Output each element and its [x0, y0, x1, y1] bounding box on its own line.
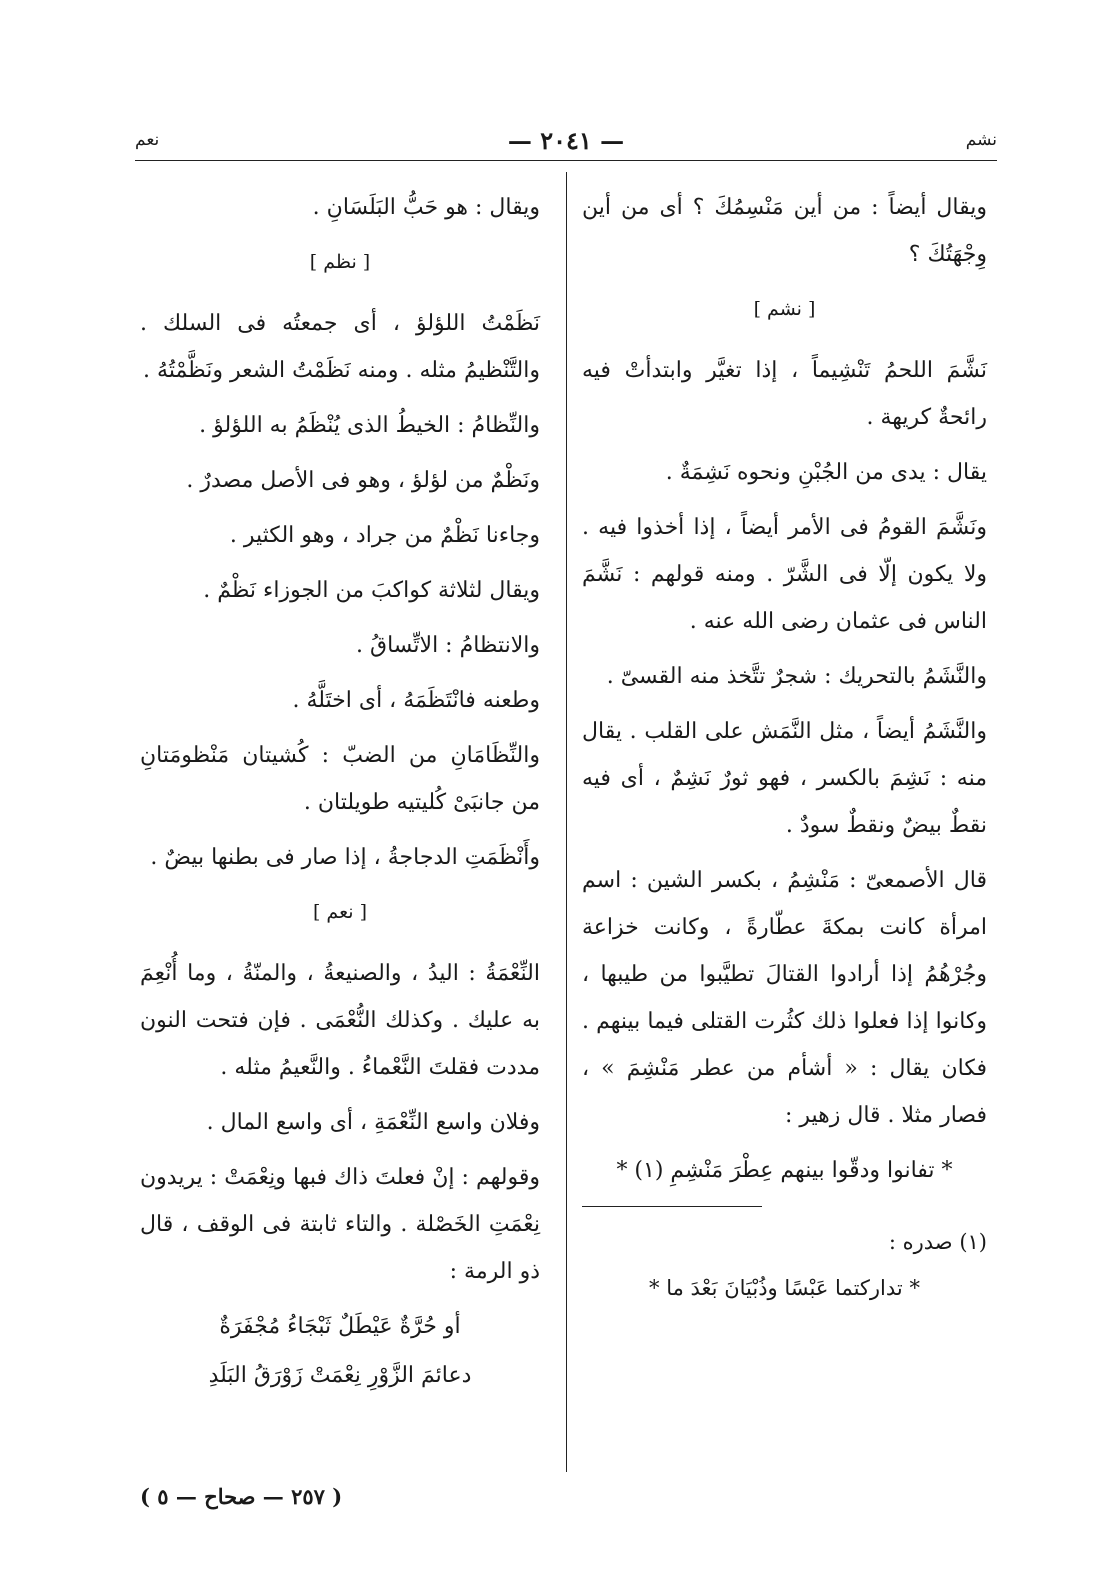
header-rule: [135, 160, 997, 161]
page-number: — ٢٠٤١ —: [507, 126, 625, 155]
left-intro: ويقال : هو حَبُّ البَلَسَانِ .: [312, 195, 540, 220]
footnote-label: (١) صدره :: [888, 1230, 987, 1254]
naam-paragraph: وفلان واسع النِّعْمَةِ ، أى واسع المال .: [206, 1110, 540, 1135]
nashm-paragraph: قال الأصمعىّ : مَنْشِمُ ، بكسر الشين : اسم امرأة كانت بمكةَ عطّارةً ، وكانت خزاعة وجُرْهُمُ إذا أرادوا القتالَ تطيَّبوا من طيبها ، وكانوا إذا فعلوا ذلك كثُرت القتلى فيما بينهم . فكان يقال : « أشأم من عطر مَنْشِمَ » ، فصار مثلا . قال زهير :: [582, 868, 987, 1128]
nashm-paragraph: ونَشَّمَ القومُ فى الأمر أيضاً ، إذا أخذوا فيه . ولا يكون إلّا فى الشَّرّ . ومنه قولهم : نَشَّمَ الناس فى عثمان رضى الله عنه .: [582, 515, 987, 634]
header-left-word: نعم: [135, 130, 160, 150]
printer-signature: ( ٢٥٧ — صحاح — ٥ ): [140, 1484, 343, 1509]
poem-line: أو حُرَّةٌ عَيْطَلٌ ثَبْجَاءُ مُجْفَرَةٌ: [219, 1314, 461, 1339]
nashm-paragraph: والنَّشَمُ بالتحريك : شجرٌ تتَّخذ منه القسىّ .: [606, 664, 987, 689]
nashm-paragraph: نَشَّمَ اللحمُ تَنْشِيماً ، إذا تغيَّر وابتدأتْ فيه رائحةٌ كريهة .: [582, 358, 987, 430]
nazm-paragraph: وأَنْظَمَتِ الدجاجةُ ، إذا صار فى بطنها بيضٌ .: [150, 845, 540, 870]
heading-nazm: [ نظم ]: [309, 251, 371, 273]
right-column: [582, 184, 987, 1311]
heading-naam: [ نعم ]: [312, 901, 367, 923]
nazm-paragraph: نَظَمْتُ اللؤلؤ ، أى جمعتُه فى السلك . والتَّنْظيمُ مثله . ومنه نَظَمْتُ الشعر ونَظَّمْتُهُ .: [140, 311, 540, 383]
left-column: [140, 184, 540, 1401]
header-right-word: نشم: [965, 130, 997, 150]
nashm-paragraph: والنَّشَمُ أيضاً ، مثل النَّمَش على القلب . يقال منه : نَشِمَ بالكسر ، فهو ثورٌ نَشِمٌ ، أى فيه نقطٌ بيضٌ ونقطٌ سودٌ .: [582, 719, 987, 838]
column-divider: [566, 172, 567, 1472]
nazm-paragraph: ويقال لثلاثة كواكبَ من الجوزاء نَظْمٌ .: [203, 578, 540, 603]
heading-nashm: [ نشم ]: [753, 298, 816, 320]
nazm-paragraph: ونَظْمٌ من لؤلؤ ، وهو فى الأصل مصدرٌ .: [186, 468, 540, 493]
right-intro: ويقال أيضاً : من أين مَنْسِمُكَ ؟ أى من أين وِجْهَتُكَ ؟: [582, 195, 987, 267]
page-header: [135, 126, 997, 160]
poem-line: دعائمَ الزَّوْرِ نِعْمَتْ زَوْرَقُ البَلَدِ: [208, 1363, 472, 1388]
footnote-rule: [582, 1206, 762, 1207]
nazm-paragraph: وجاءنا نَظْمٌ من جراد ، وهو الكثير .: [229, 523, 540, 548]
nazm-paragraph: والنِّظامُ : الخيطُ الذى يُنْظَمُ به اللؤلؤ .: [199, 413, 540, 438]
nashm-paragraph: يقال : يدى من الجُبْنِ ونحوه نَشِمَةٌ .: [665, 460, 987, 485]
nazm-paragraph: والنِّظَامَانِ من الضبّ : كُشيتان مَنْظومَتانِ من جانبَىْ كُليتيه طويلتان .: [140, 743, 540, 815]
zuhair-verse: * تفانوا ودقّوا بينهم عِطْرَ مَنْشِمِ (١) *: [616, 1158, 953, 1183]
nazm-paragraph: وطعنه فانْتَظَمَهُ ، أى اختَلَّهُ .: [292, 688, 540, 713]
naam-paragraph: وقولهم : إنْ فعلتَ ذاك فبها ونِعْمَتْ : يريدون نِعْمَتِ الخَصْلة . والتاء ثابتة فى الوقف ، قال ذو الرمة :: [140, 1165, 540, 1284]
naam-paragraph: النِّعْمَةُ : اليدُ ، والصنيعةُ ، والمنّةُ ، وما أُنْعِمَ به عليك . وكذلك النُّعْمَى . فإن فتحت النون مددت فقلتَ النَّعْماءُ . والنَّعيمُ مثله .: [140, 961, 540, 1080]
nazm-paragraph: والانتظامُ : الاتِّساقُ .: [356, 633, 540, 658]
footnote-verse: * تداركتما عَبْسًا وذُبْيَانَ بَعْدَ ما *: [649, 1276, 920, 1300]
